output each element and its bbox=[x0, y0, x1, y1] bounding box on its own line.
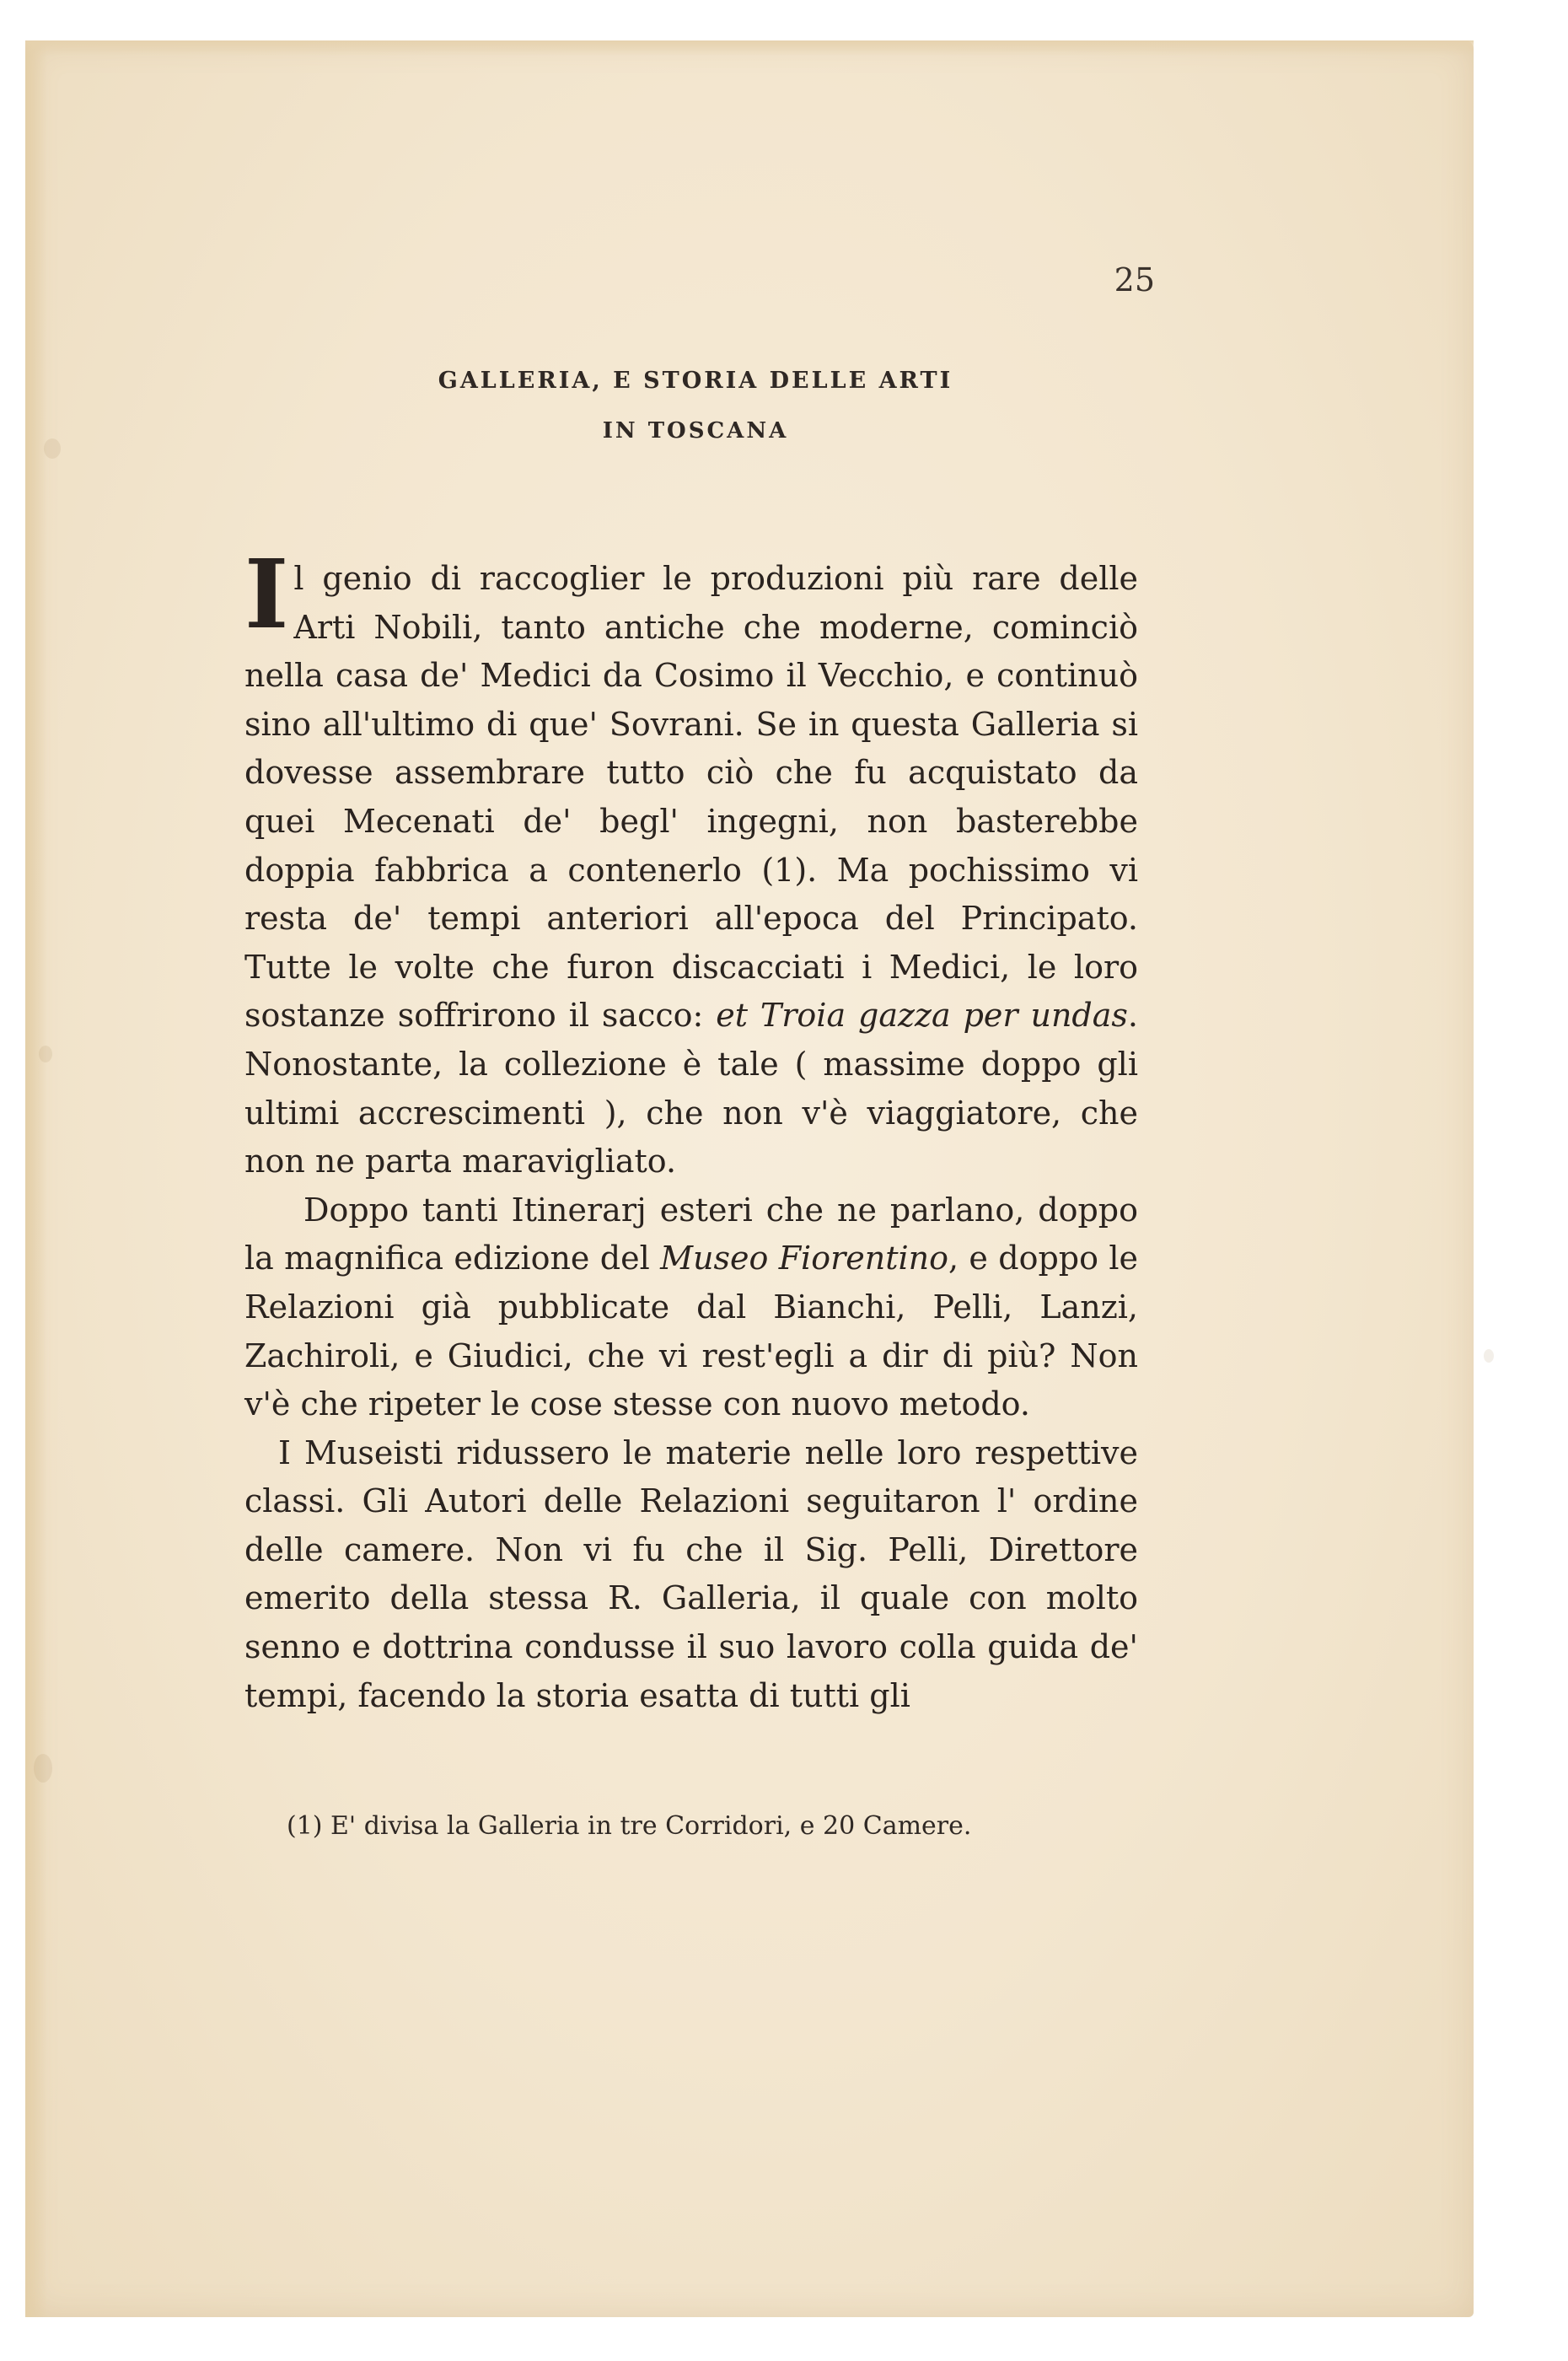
museum-title: Museo Fiorentino bbox=[660, 1240, 948, 1277]
paragraph-1-text: l genio di raccoglier le produzioni più rare delle Arti Nobili, tanto antiche che moderne, cominciò nella casa de' Medici da Cosimo il Vecchio, e continuò sino all'ultimo di que' Sovrani. Se in questa Galleria si dovesse assembrare tutto ciò che fu acquistato da quei Mecenati de' begl' ingegni, non basterebbe doppia fabbrica a contenerlo (1). Ma pochissimo vi resta de' tempi anteriori all'epoca del Principato. Tutte le volte che furon discacciati i Medici, le loro sostanze soffrirono il sacco: bbox=[244, 560, 1138, 1035]
latin-quotation: et Troia gazza per undas bbox=[716, 997, 1128, 1035]
paragraph-2 bbox=[244, 1186, 1138, 1429]
paragraph-2-end: , e doppo le Relazioni già pubblicate dal Bianchi, Pelli, Lanzi, Zachiroli, e Giudici, che vi rest'egli a dir di più? Non v'è che ripeter le cose stesse con nuovo metodo. bbox=[244, 1240, 1138, 1423]
paragraph-2-text: Doppo tanti Itinerarj esteri che ne parlano, doppo la magnifica edizione del bbox=[244, 1191, 1138, 1277]
drop-cap: I bbox=[244, 540, 289, 650]
page-number: 25 bbox=[1114, 261, 1155, 298]
footnote: (1) E' divisa la Galleria in tre Corridori, e 20 Camere. bbox=[287, 1811, 972, 1841]
paragraph-3 bbox=[244, 1429, 1138, 1721]
paragraph-1 bbox=[244, 540, 1139, 1186]
body-text bbox=[244, 540, 1139, 1720]
chapter-subtitle: IN TOSCANA bbox=[602, 418, 789, 444]
paragraph-3-text: I Museisti ridussero le materie nelle loro respettive classi. Gli Autori delle Relazioni seguitaron l' ordine delle camere. Non vi fu che il Sig. Pelli, Direttore emerito della stessa R. Galleria, il quale con molto senno e dottrina condusse il suo lavoro colla guida de' tempi, facendo la storia esatta di tutti gli bbox=[244, 1433, 1138, 1714]
chapter-title: GALLERIA, E STORIA DELLE ARTI bbox=[438, 368, 953, 394]
paragraph-1-end: . Nonostante, la collezione è tale ( massime doppo gli ultimi accrescimenti ), che non v'è viaggiatore, che non ne parta maravigliato. bbox=[244, 997, 1139, 1180]
